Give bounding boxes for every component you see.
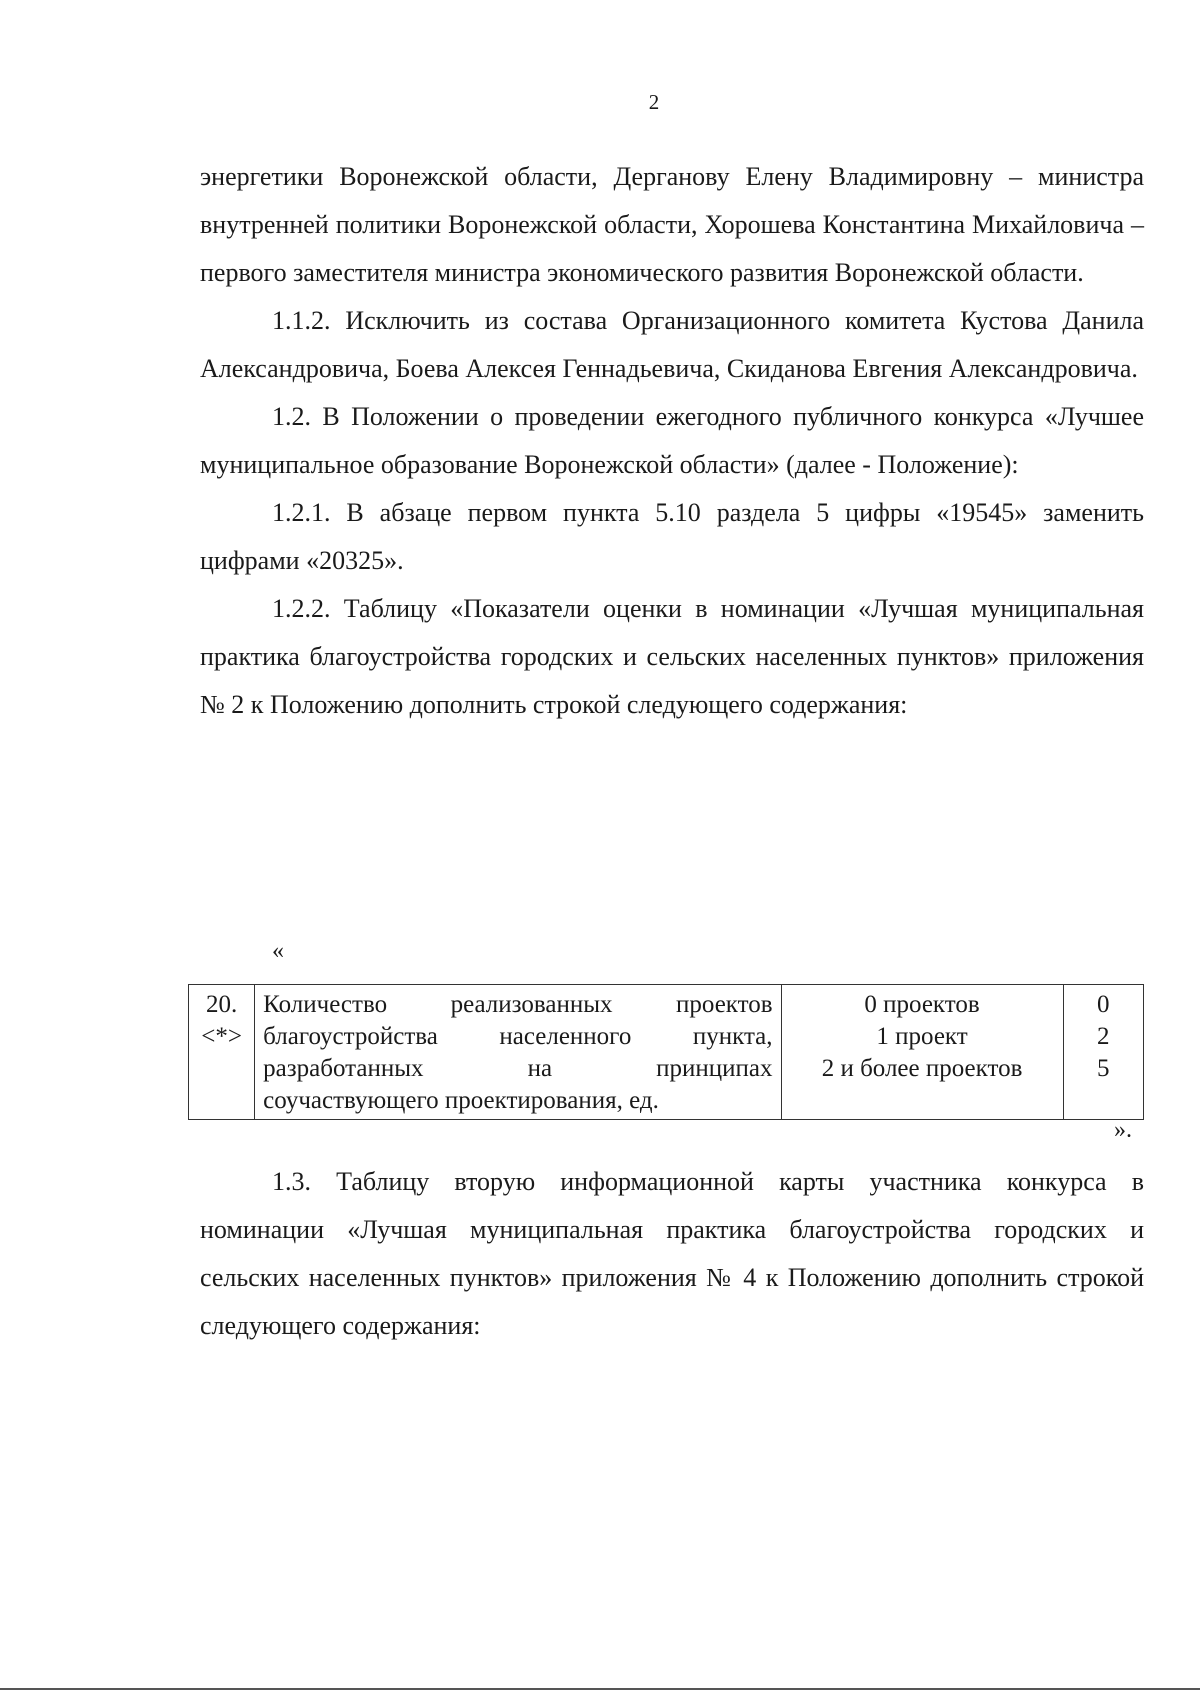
indicator-values-cell bbox=[781, 985, 1063, 1120]
points-value: 2 bbox=[1097, 1023, 1110, 1050]
scan-edge-line bbox=[0, 1688, 1200, 1690]
paragraph: энергетики Воронежской области, Дерганову Елену Владимировну – министра внутренней политики Воронежской области, Хорошева Константина Михайловича – первого заместителя министра экономического развития Воронежской области. bbox=[200, 162, 1144, 287]
page-number: 2 bbox=[648, 90, 660, 114]
closing-quote-mark: ». bbox=[1114, 1117, 1132, 1143]
value-option: 0 проектов bbox=[864, 991, 980, 1018]
amendment-table-row bbox=[188, 984, 1144, 1120]
description-line: разработанных на принципах bbox=[263, 1055, 773, 1082]
row-number-cell bbox=[189, 985, 255, 1120]
points-value: 5 bbox=[1097, 1055, 1110, 1082]
points-value: 0 bbox=[1097, 991, 1110, 1018]
points-cell bbox=[1063, 985, 1143, 1120]
paragraph: 1.2.1. В абзаце первом пункта 5.10 раздела 5 цифры «19545» заменить цифрами «20325». bbox=[200, 498, 1144, 575]
value-option: 2 и более проектов bbox=[821, 1055, 1023, 1082]
text-block-top bbox=[200, 153, 1144, 729]
opening-quote-mark: « bbox=[272, 938, 284, 964]
indicator-description-cell bbox=[255, 985, 781, 1120]
table-row bbox=[189, 985, 1144, 1120]
row-number: 20. bbox=[205, 991, 238, 1018]
text-block-bottom bbox=[200, 1158, 1144, 1350]
value-option: 1 проект bbox=[876, 1023, 968, 1050]
paragraph: 1.3. Таблицу вторую информационной карты участника конкурса в номинации «Лучшая муниципальная практика благоустройства городских и сельских населенных пунктов» приложения № 4 к Положению дополнить строкой следующего содержания: bbox=[200, 1167, 1144, 1340]
paragraph: 1.1.2. Исключить из состава Организационного комитета Кустова Данила Александровича, Боева Алексея Геннадьевича, Скиданова Евгения Александровича. bbox=[200, 306, 1144, 383]
description-line: Количество реализованных проектов bbox=[263, 991, 773, 1018]
paragraph: 1.2.2. Таблицу «Показатели оценки в номинации «Лучшая муниципальная практика благоустройства городских и сельских населенных пунктов» приложения № 2 к Положению дополнить строкой следующего содержания: bbox=[200, 594, 1144, 719]
description-line: соучаствующего проектирования, ед. bbox=[263, 1087, 659, 1114]
row-footnote-mark: <*> bbox=[201, 1023, 242, 1050]
description-line: благоустройства населенного пункта, bbox=[263, 1023, 773, 1050]
paragraph: 1.2. В Положении о проведении ежегодного публичного конкурса «Лучшее муниципальное образование Воронежской области» (далее - Положение): bbox=[200, 402, 1144, 479]
